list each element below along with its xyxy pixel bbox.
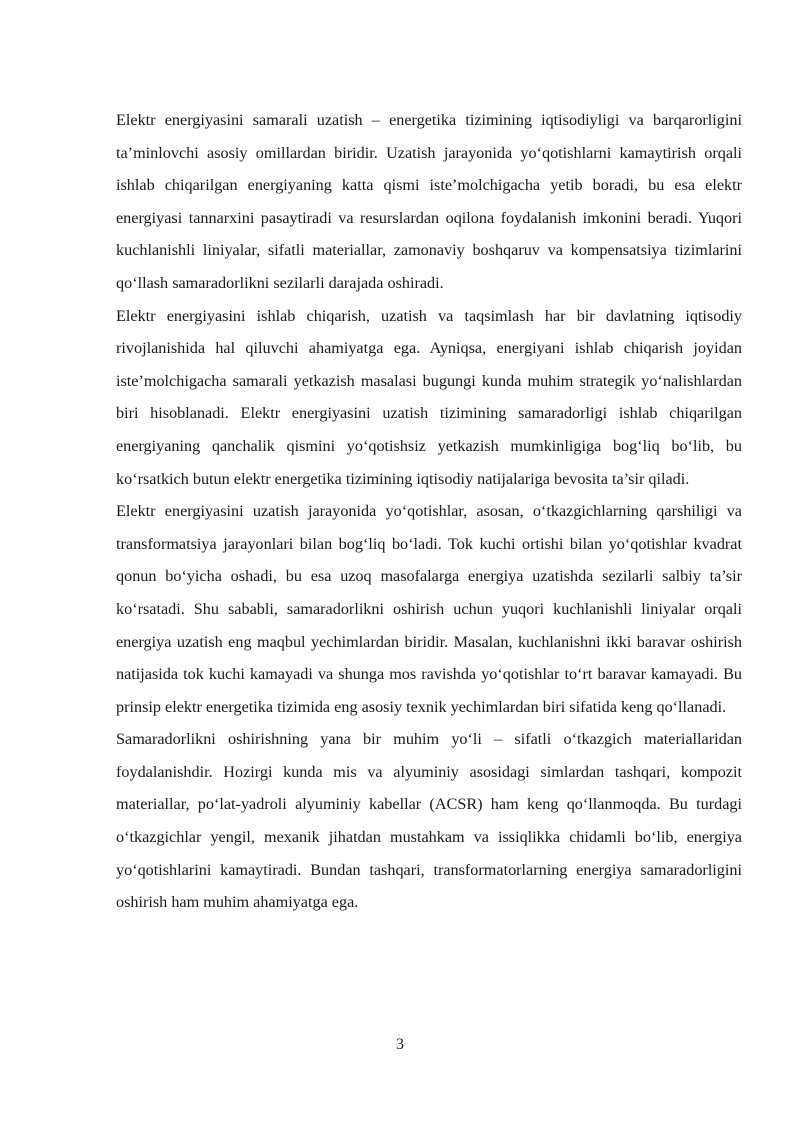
paragraph-3: Elektr energiyasini uzatish jarayonida yo‘qotishlar, asosan, o‘tkazgichlarning qarshiligi va transformatsiya jarayonlari bilan bog‘liq bo‘ladi. Tok kuchi ortishi bilan yo‘qotishlar kvadrat qonun bo‘yicha oshadi, bu esa uzoq masofalarga energiya uzatishda sezilarli salbiy ta’sir ko‘rsatadi. Shu sababli, samaradorlikni oshirish uchun yuqori kuchlanishli liniyalar orqali energiya uzatish eng maqbul yechimlardan biridir. Masalan, kuchlanishni ikki baravar oshirish natijasida tok kuchi kamayadi va shunga mos ravishda yo‘qotishlar to‘rt baravar kamayadi. Bu prinsip elektr energetika tizimida eng asosiy texnik yechimlardan biri sifatida keng qo‘llanadi. <box>116 502 742 716</box>
paragraph-4: Samaradorlikni oshirishning yana bir muhim yo‘li – sifatli o‘tkazgich materiallaridan foydalanishdir. Hozirgi kunda mis va alyuminiy asosidagi simlardan tashqari, kompozit materiallar, po‘lat-yadroli alyuminiy kabellar (ACSR) ham keng qo‘llanmoqda. Bu turdagi o‘tkazgichlar yengil, mexanik jihatdan mustahkam va issiqlikka chidamli bo‘lib, energiya yo‘qotishlarini kamaytiradi. Bundan tashqari, transformatorlarning energiya samaradorligini oshirish ham muhim ahamiyatga ega. <box>116 730 742 912</box>
paragraph-1: Elektr energiyasini samarali uzatish – energetika tizimining iqtisodiyligi va barqarorligini ta’minlovchi asosiy omillardan biridir. Uzatish jarayonida yo‘qotishlarni kamaytirish orqali ishlab chiqarilgan energiyaning katta qismi iste’molchigacha yetib boradi, bu esa elektr energiyasi tannarxini pasaytiradi va resurslardan oqilona foydalanish imkonini beradi. Yuqori kuchlanishli liniyalar, sifatli materiallar, zamonaviy boshqaruv va kompensatsiya tizimlarini qo‘llash samaradorlikni sezilarli darajada oshiradi. <box>116 111 742 292</box>
document-body <box>116 104 742 919</box>
page-number: 3 <box>396 1036 404 1053</box>
paragraph-2: Elektr energiyasini ishlab chiqarish, uzatish va taqsimlash har bir davlatning iqtisodiy rivojlanishida hal qiluvchi ahamiyatga ega. Ayniqsa, energiyani ishlab chiqarish joyidan iste’molchigacha samarali yetkazish masalasi bugungi kunda muhim strategik yo‘nalishlardan biri hisoblanadi. Elektr energiyasini uzatish tizimining samaradorligi ishlab chiqarilgan energiyaning qanchalik qismini yo‘qotishsiz yetkazish mumkinligiga bog‘liq bo‘lib, bu ko‘rsatkich butun elektr energetika tizimining iqtisodiy natijalariga bevosita ta’sir qiladi. <box>116 306 742 488</box>
